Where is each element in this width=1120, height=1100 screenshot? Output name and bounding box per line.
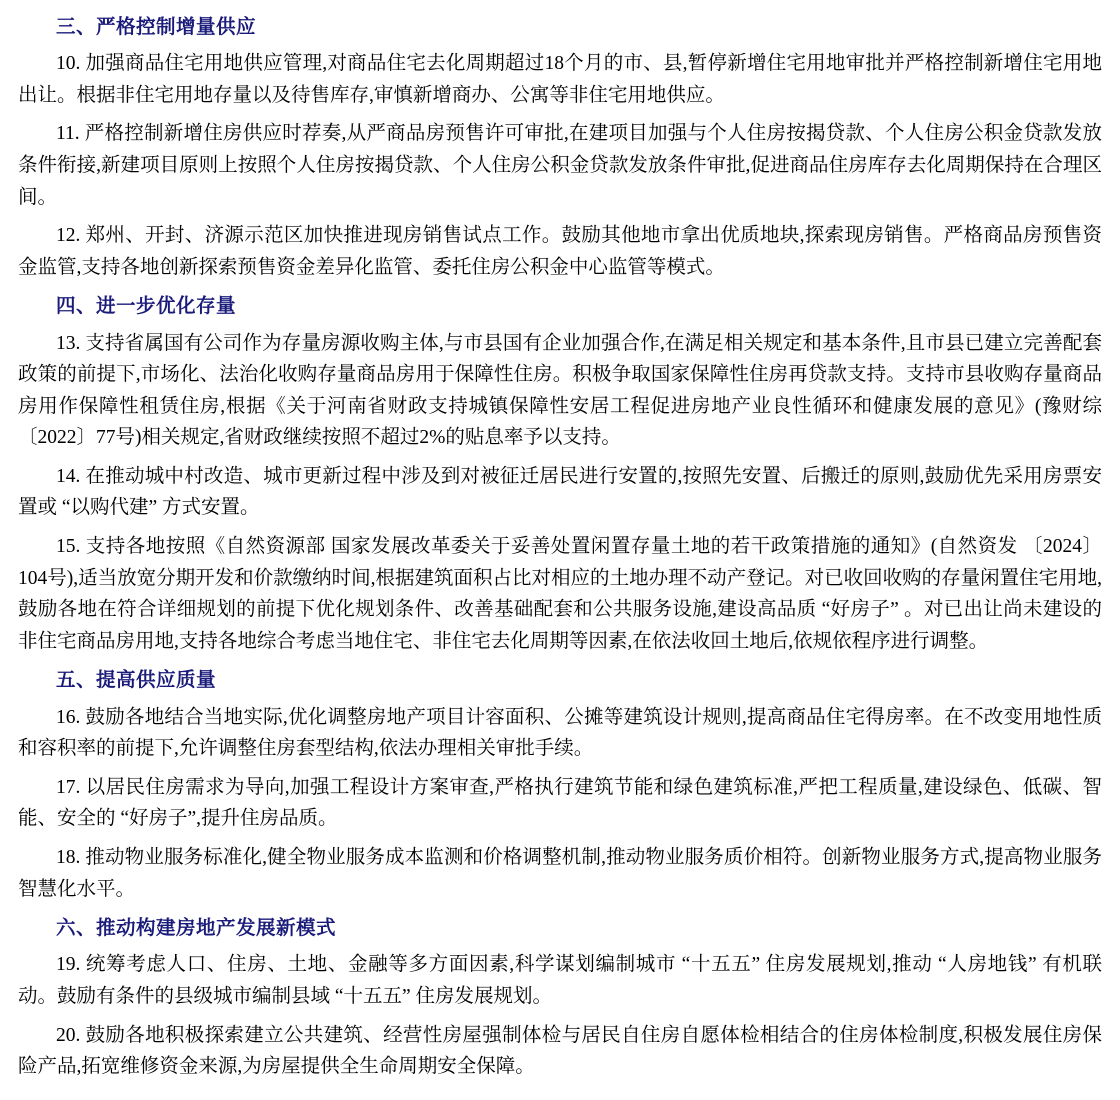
paragraph-20: 20. 鼓励各地积极探索建立公共建筑、经营性房屋强制体检与居民自住房自愿体检相结合的住房体检制度,积极发展住房保险产品,拓宽维修资金来源,为房屋提供全生命周期安全保障。 (18, 1024, 1102, 1078)
section-heading-six: 六、推动构建房地产发展新模式 (56, 917, 337, 940)
paragraph-16: 16. 鼓励各地结合当地实际,优化调整房地产项目计容面积、公摊等建筑设计规则,提高商品住宅得房率。在不改变用地性质和容积率的前提下,允许调整住房套型结构,依法办理相关审批手续。 (18, 706, 1102, 760)
section-heading-three: 三、严格控制增量供应 (56, 16, 257, 38)
paragraph-10: 10. 加强商品住宅用地供应管理,对商品住宅去化周期超过18个月的市、县,暂停新增住宅用地审批并严格控制新增住宅用地出让。根据非住宅用地存量以及待售库存,审慎新增商办、公寓等非住宅用地供应。 (18, 53, 1102, 106)
paragraph-17: 17. 以居民住房需求为导向,加强工程设计方案审查,严格执行建筑节能和绿色建筑标准,严把工程质量,建设绿色、低碳、智能、安全的 “好房子”,提升住房品质。 (18, 776, 1102, 830)
paragraph-12: 12. 郑州、开封、济源示范区加快推进现房销售试点工作。鼓励其他地市拿出优质地块,探索现房销售。严格商品房预售资金监管,支持各地创新探索预售资金差异化监管、委托住房公积金中心监管等模式。 (18, 225, 1102, 278)
paragraph-18: 18. 推动物业服务标准化,健全物业服务成本监测和价格调整机制,推动物业服务质价相符。创新物业服务方式,提高物业服务智慧化水平。 (18, 846, 1102, 900)
section-heading-five: 五、提高供应质量 (56, 669, 217, 692)
paragraph-11: 11. 严格控制新增住房供应时荐奏,从严商品房预售许可审批,在建项目加强与个人住房按揭贷款、个人住房公积金贷款发放条件衔接,新建项目原则上按照个人住房按揭贷款、个人住房公积金贷款发放条件审批,促进商品住房库存去化周期保持在合理区间。 (18, 123, 1102, 208)
paragraph-15: 15. 支持各地按照《自然资源部 国家发展改革委关于妥善处置闲置存量土地的若干政策措施的通知》(自然资发 〔2024〕104号),适当放宽分期开发和价款缴纳时间,根据建筑面积占比对相应的土地办理不动产登记。对已收回收购的存量闲置住宅用地,鼓励各地在符合详细规划的前提下优化规划条件、改善基础配套和公共服务设施,建设高品质 “好房子” 。对已出让尚未建设的非住宅商品房用地,支持各地综合考虑当地住宅、非住宅去化周期等因素,在依法收回土地后,依规依程序进行调整。 (18, 536, 1102, 652)
paragraph-14: 14. 在推动城中村改造、城市更新过程中涉及到对被征迁居民进行安置的,按照先安置、后搬迁的原则,鼓励优先采用房票安置或 “以购代建” 方式安置。 (18, 465, 1102, 519)
paragraph-19: 19. 统筹考虑人口、住房、土地、金融等多方面因素,科学谋划编制城市 “十五五” 住房发展规划,推动 “人房地钱” 有机联动。鼓励有条件的县级城市编制县域 “十五五” 住房发展规划。 (18, 954, 1102, 1007)
paragraph-13: 13. 支持省属国有公司作为存量房源收购主体,与市县国有企业加强合作,在满足相关规定和基本条件,且市县已建立完善配套政策的前提下,市场化、法治化收购存量商品房用于保障性住房。积极争取国家保障性住房再贷款支持。支持市县收购存量商品房用作保障性租赁住房,根据《关于河南省财政支持城镇保障性安居工程促进房地产业良性循环和健康发展的意见》(豫财综 〔2022〕77号)相关规定,省财政继续按照不超过2%的贴息率予以支持。 (18, 332, 1102, 449)
section-heading-four: 四、进一步优化存量 (56, 295, 237, 318)
